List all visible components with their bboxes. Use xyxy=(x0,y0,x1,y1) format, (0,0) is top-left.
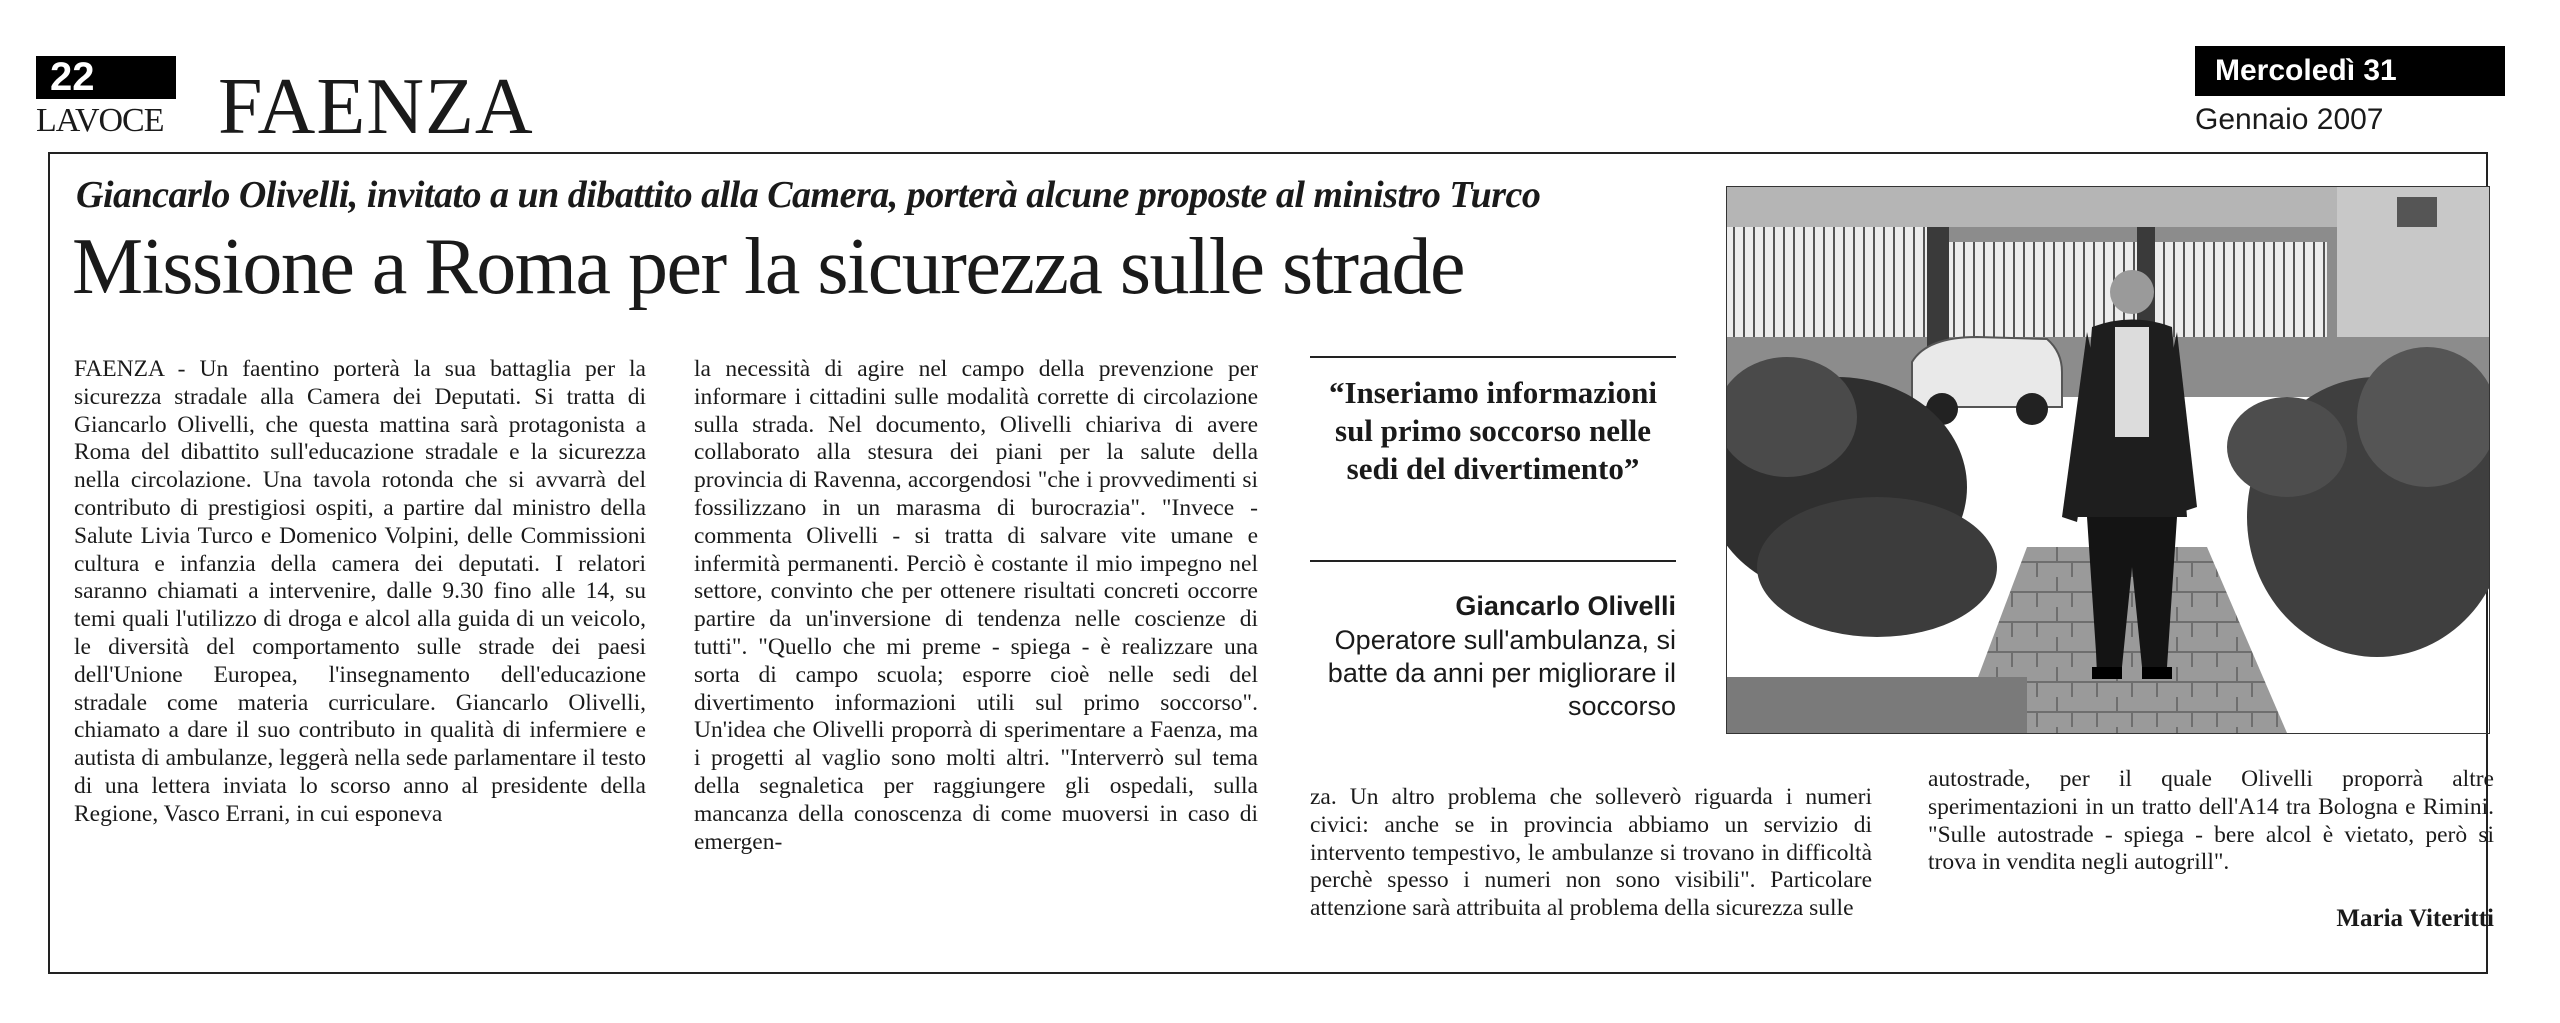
article-headline: Missione a Roma per la sicurezza sulle strade xyxy=(72,223,1464,311)
issue-date-month: Gennaio 2007 xyxy=(2195,103,2384,136)
quote-divider-top xyxy=(1310,356,1676,358)
article-kicker: Giancarlo Olivelli, invitato a un dibattito alla Camera, porterà alcune proposte al ministro Turco xyxy=(76,174,1541,216)
publication-logo: LAVOCE xyxy=(36,102,164,139)
article-photo xyxy=(1726,186,2490,734)
page-number: 22 xyxy=(36,56,176,99)
article-column-4: autostrade, per il quale Olivelli proporrà altre sperimentazioni in un tratto dell'A14 tra Bologna e Rimini. "Sulle autostrade - spiega - bere alcol è vietato, però si trova in vendita negli autogrill". xyxy=(1928,766,2494,876)
article-column-3: za. Un altro problema che solleverò riguarda i numeri civici: anche se in provincia abbiamo un servizio di intervento tempestivo, le ambulanze si trovano in difficoltà perchè spesso i numeri non sono visibili". Particolare attenzione sarà attribuita al problema della sicurezza sulle xyxy=(1310,784,1872,922)
section-title: FAENZA xyxy=(218,63,534,151)
quote-person-name: Giancarlo Olivelli xyxy=(1455,591,1676,621)
article-column-2: la necessità di agire nel campo della prevenzione per informare i cittadini sulle modalità corrette di circolazione sulla strada. Nel documento, Olivelli chiariva di avere collaborato alla stesura dei piani per la salute della provincia di Ravenna, accorgendosi "che i provvedimenti si fossilizzano in un marasma di burocrazia". "Invece - commenta Olivelli - si tratta di salvare vite umane e infermità permanenti. Perciò è costante il mio impegno nel settore, convinto che per ottenere risultati concreti occorre partire da un'inversione di tendenza nelle coscienze di tutti". "Quello che mi preme - spiega - è realizzare una sorta di campo scuola; esporre cioè nelle sedi del divertimento informazioni utili sul primo soccorso". Un'idea che Olivelli proporrà di sperimentare a Faenza, ma i progetti al vaglio sono molti altri. "Interverrò sul tema della segnaletica per raggiungere gli ospedali, sulla mancanza della conoscenza di come muoversi in caso di emergen- xyxy=(694,356,1258,855)
issue-date-weekday: Mercoledì 31 xyxy=(2195,46,2505,96)
quote-caption: Operatore sull'ambulanza, si batte da anni per migliorare il soccorso xyxy=(1327,625,1676,721)
article-column-1: FAENZA - Un faentino porterà la sua battaglia per la sicurezza stradale alla Camera dei Deputati. Si tratta di Giancarlo Olivelli, che questa mattina sarà protagonista a Roma del dibattito sull'educazione stradale e la sicurezza nella circolazione. Una tavola rotonda che si avvarrà del contributo di prestigiosi ospiti, a partire dal ministro della Salute Livia Turco e Domenico Volpini, delle Commissioni cultura e infanzia della camera dei deputati. I relatori saranno chiamati a intervenire, dalle 9.30 fino alle 14, su temi quali l'utilizzo di droga e alcol alla guida di un veicolo, le diversità del comportamento sulle strade dei paesi dell'Unione Europea, l'insegnamento dell'educazione stradale come materia curriculare. Giancarlo Olivelli, chiamato a dare il suo contributo in qualità di infermiere e autista di ambulanze, leggerà nella sede parlamentare il testo di una lettera inviata lo scorso anno al presidente della Regione, Vasco Errani, in cui esponeva xyxy=(74,356,646,827)
article-byline: Maria Viteritti xyxy=(2336,905,2494,932)
quote-divider-bottom xyxy=(1310,560,1676,562)
pull-quote: “Inseriamo informazioni sul primo soccorso nelle sedi del divertimento” xyxy=(1328,375,1658,486)
